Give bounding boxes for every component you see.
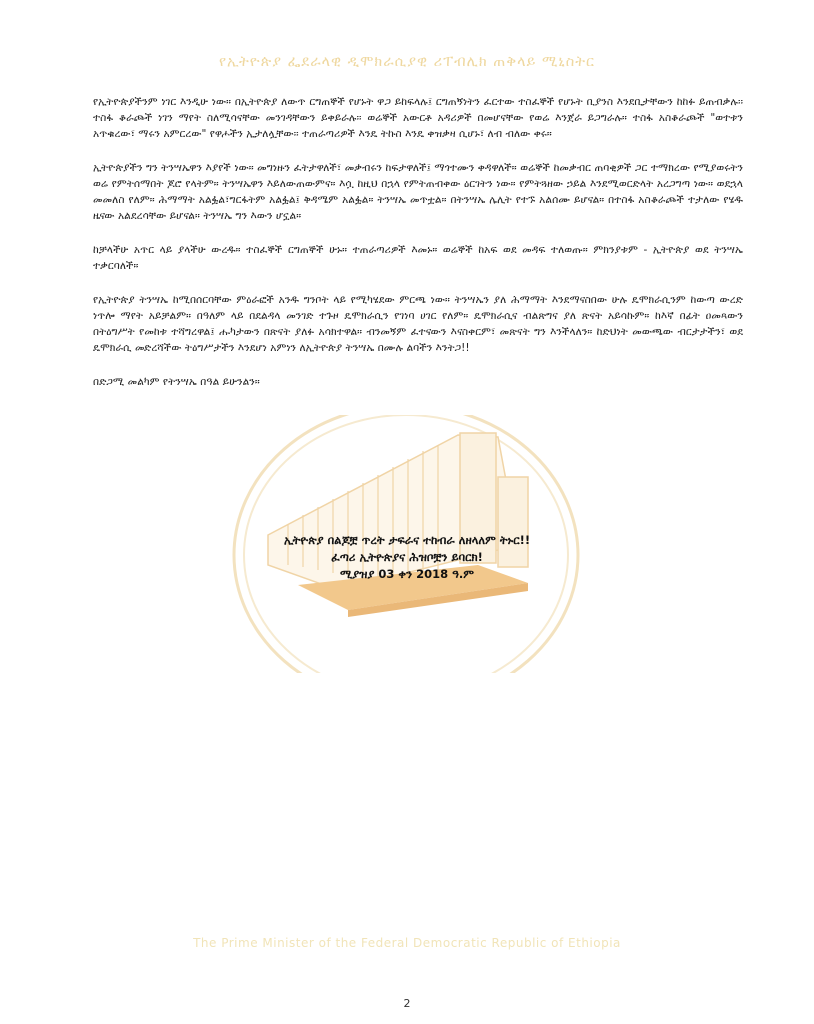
paragraph-1: የኢትዮጵያችንም ነገር እንዲሁ ነው። በኢትዮጵያ ለውጥ ርግጠኞች የሆኑት ዋጋ ይከፍላሉ፤ ርግጠኝነትን ፈርተው ተስፈኞች የሆኑት ቢያንስ እንደቢታቸውን ከከፉ ይጠብቃሉ፡፡ ተስፋ ቆራጮች ነገን ማየት ስለሚሳናቸው መንገዳቸውን ይቀይራሉ፡፡ ወሬኞች አውርቶ አዳሪዎች በመሆናቸው የወሬ እንጀራ ይጋግራሉ። ተስፋ አስቆራጮች "ወተቱን አጥቁረው፣ ማሩን አምርረው" የዋሖችን ኢታለሏቸው፡፡ ተጠራጣሪዎች እንዴ ትኩስ እንዴ ቀዝቃዛ ሲሆኑ፣ ለብ ብለው ቀሩ። [93,96,743,140]
closing-line-2: ፈጣሪ ኢትዮጵያና ሕዝቦቿን ይባርክ! [331,550,483,564]
footer-title: The Prime Minister of the Federal Democratic Republic of Ethiopia [193,936,621,950]
closing-date: ሚያዝያ 03 ቀን 2018 ዓ.ም [339,567,475,581]
paragraph-4: የኢትዮጵያ ትንሣኤ ከሚበሰርባቸው ምዕራፎች አንዱ ግንቦት ላይ የሚካሄደው ምርጫ ነው። ትንሣኤን ያለ ሕማማት እንደማናስበው ሁሉ ዴሞክራሲንም ከውጣ ውረድ ነጥሎ ማየት አይቻልም። በዓለም ላይ በደልዳላ መንገድ ተጉዞ ዴሞክራሲን የገነባ ሀገር የለም። ዴሞክራሲና ብልጽግና ያለ ጽናት አይሳኩም። ከእኛ በፊት ዐመጻውን በትዕግሥት የመከቱ ተሻግረዋል፤ ሑካታውን በጽናት ያለፉ አሳክተዋል። ብንመኝም ፈተናውን እናስቀርም፣ መጽናት ግን እንችላለን። ከድህነት መውጫው ብርታታችን፣ ወደ ዴሞክራሲ መድረሻችው ትዕግሥታችን እንደሆነ አምነን ለኢትዮጵያ ትንሣኤ በሙሉ ልባችን እንትጋ!! [93,294,743,354]
letter-body [93,94,743,408]
closing-block [0,532,814,583]
paragraph-2: ኢትዮጵያችን ግን ትንሣኤዋን እያየች ነው። መግነዙን ፈትታዋለች፣ መቃብሩን ከፍታዋለች፤ ማጎተሙን ቀዳዋለች። ወሬኞች ከመቃብር ጠባቂዎች ጋር ተማክረው የሚያወሩትን ወሬ የምትሰማበት ጆሮ የላትም። ትንሣኤዋን እይለውጠውምና። እሷ ከዚህ በኋላ የምትጠብቀው ዕርገትን ነው። የምትጓዘው ኃይል እንደሚወርድላት አረጋግጣ ነው። ወደኋላ መመለስ የለም። ሕማማት አልፏል፣ግርፋትም አልፏል፤ ቅዳሜም አልፏል። ትንሣኤ መጥቷል። በትንሣኤ ሌሊት የተኙ አልሰሙ ይሆናል። በተስፋ አስቆራጮች ተታለው የሄዱ ዜናው አልደረሳቸው ይሆናል። ትንሣኤ ግን እውን ሆኗል። [93,162,743,222]
letterhead-title: የኢትዮጵያ ፌደራላዊ ዲሞክራሲያዊ ሪፐብሊክ ጠቅላይ ሚኒስትር [218,54,596,70]
closing-line-1: ኢትዮጵያ በልጆቿ ጥረት ታፍራና ተከብራ ለዘላለም ትኑር!! [283,533,531,547]
page-number: 2 [403,997,411,1010]
paragraph-3: ከቻላችሁ አጥር ላይ ያላችሁ ውረዱ። ተስፈኞች ርግጠኞች ሁኑ። ተጠራጣሪዎች እመኑ። ወሬኞች ከአፍ ወደ መዳፍ ተለወጡ። ምክንያቱም - ኢትዮጵያ ወደ ትንሣኤ ተቃርባለች። [93,244,743,272]
paragraph-5: በድጋሚ መልካም የትንሣኤ በዓል ይሁንልን። [93,376,260,388]
